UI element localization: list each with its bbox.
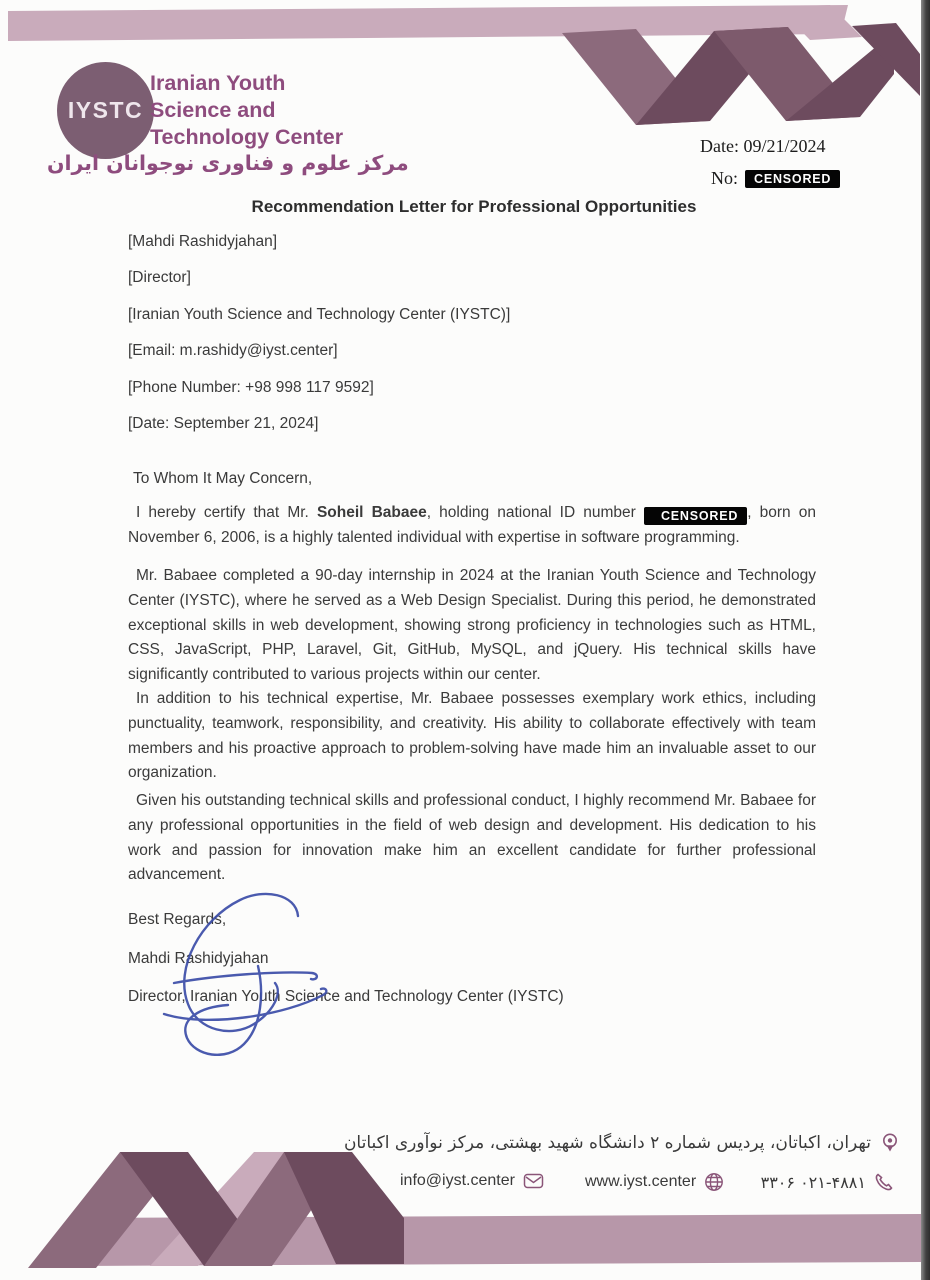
footer-phone xyxy=(761,1172,894,1192)
censored-number-badge: CENSORED xyxy=(745,170,840,188)
footer-phone-text: ۰۲۱-۴۸۸۱ ۳۳۰۶ xyxy=(760,1172,866,1192)
number-line xyxy=(711,168,840,189)
phone-icon xyxy=(874,1172,894,1192)
meta-line-name: [Mahdi Rashidyjahan] xyxy=(128,233,278,250)
signer-title: Director, Iranian Youth Science and Technology Center (IYSTC) xyxy=(128,988,564,1005)
date-value: 09/21/2024 xyxy=(743,136,826,156)
candidate-name: Soheil Babaee xyxy=(316,504,427,521)
org-name-farsi: مرکز علوم و فناوری نوجوانان ایران xyxy=(47,151,409,175)
footer-website-text: www.iyst.center xyxy=(585,1173,697,1190)
date-label: Date: xyxy=(700,136,739,156)
globe-icon xyxy=(704,1172,724,1192)
org-name xyxy=(150,70,343,151)
p1-text: I hereby certify that Mr. xyxy=(136,504,317,521)
org-name-line: Technology Center xyxy=(150,125,344,149)
handwritten-signature xyxy=(146,886,361,1056)
footer-email-text: info@iyst.center xyxy=(400,1172,515,1189)
censored-id-badge: CENSORED xyxy=(644,507,747,525)
footer-email xyxy=(400,1172,544,1190)
signer-name: Mahdi Rashidyjahan xyxy=(128,949,269,967)
meta-line-date: [Date: September 21, 2024] xyxy=(128,415,319,433)
footer-address-text: تهران، اکباتان، پردیس شماره ۲ دانشگاه شهید بهشتی، مرکز نوآوری اکباتان xyxy=(343,1133,871,1153)
paragraph-internship: Mr. Babaee completed a 90-day internship in 2024 at the Iranian Youth Science and Technology Center (IYSTC), where he served as a Web Design Specialist. During this period, he demonstrated exceptional skills in web development, showing strong proficiency in technologies such as HTML, CSS, JavaScript, PHP, Laravel, Git, GitHub, MySQL, and jQuery. His technical skills have significantly contributed to various projects within our center. xyxy=(128,567,816,684)
salutation: To Whom It May Concern, xyxy=(133,470,313,487)
iystc-logo xyxy=(57,62,154,159)
meta-line-org: [Iranian Youth Science and Technology Center (IYSTC)] xyxy=(128,305,511,323)
sender-meta-block xyxy=(128,224,510,442)
meta-line-phone: [Phone Number: +98 998 117 9592] xyxy=(128,378,374,396)
no-label: No: xyxy=(711,168,738,188)
paragraph-recommendation: Given his outstanding technical skills and professional conduct, I highly recommend Mr. Babaee for any professional opportunities in the field of web design and development. His dedication to his work and passion for innovation make him an excellent candidate for further professional advancement. xyxy=(128,792,816,884)
date-line xyxy=(700,136,826,157)
paragraph-work-ethics: In addition to his technical expertise, Mr. Babaee possesses exemplary work ethics, including punctuality, teamwork, responsibility, and creativity. His ability to collaborate effectively with team members and his proactive approach to problem-solving have made him an invaluable asset to our organization. xyxy=(128,690,816,782)
letter-title: Recommendation Letter for Professional Opportunities xyxy=(251,197,697,216)
meta-line-role: [Director] xyxy=(128,269,191,287)
logo-text: IYSTC xyxy=(67,97,144,123)
p1-text: , born on November 6, 2006, is a highly talented individual with expertise in software programming. xyxy=(128,504,816,546)
footer-website xyxy=(585,1172,724,1192)
location-pin-icon xyxy=(880,1132,900,1154)
scan-edge-shadow xyxy=(921,0,930,1280)
footer-address xyxy=(344,1132,900,1154)
org-name-line: Science and xyxy=(150,98,276,122)
paragraph-certification xyxy=(128,501,816,551)
meta-line-email: [Email: m.rashidy@iyst.center] xyxy=(128,342,338,360)
envelope-icon xyxy=(523,1172,544,1190)
p1-text: , holding national ID number xyxy=(426,504,644,521)
org-name-line: Iranian Youth xyxy=(150,71,286,95)
closing-salutation: Best Regards, xyxy=(128,911,227,928)
